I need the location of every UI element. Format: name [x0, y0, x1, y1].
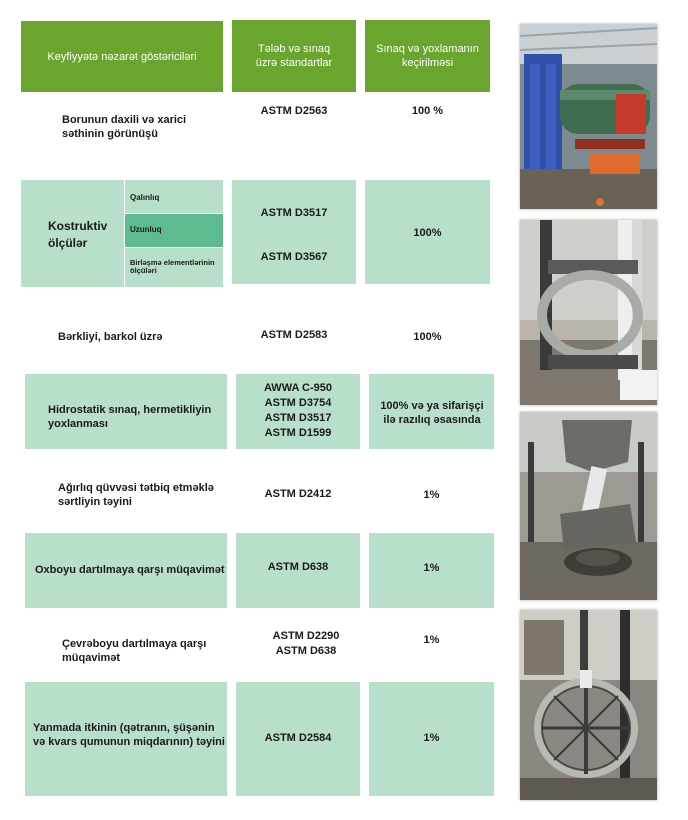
row7-percent: 1%	[423, 634, 440, 646]
row8-percent: 1%	[423, 732, 440, 744]
row6-standard: ASTM D638	[267, 561, 329, 573]
row8-indicator: Yanmada itkinin (qətranın, şüşənin və kvars qumunun miqdarının) təyini	[33, 722, 225, 748]
row2-standards-cell	[232, 180, 356, 284]
row2-percent: 100%	[413, 227, 442, 239]
row5-indicator: Ağırlıq qüvvəsi tətbiq etməklə sərtliyin təyini	[58, 482, 214, 508]
row7-standard-1: ASTM D2290	[272, 630, 340, 642]
row3-indicator: Bərkliyi, barkol üzrə	[58, 331, 163, 343]
header-testing	[365, 20, 490, 92]
row7-standards	[244, 629, 368, 659]
header-indicators	[21, 21, 223, 92]
ring-stiffness-test-photo	[520, 220, 657, 405]
header-testing-label: Sınaq və yoxlamanın keçirilməsi	[376, 43, 479, 69]
row4-standard-2: ASTM D3754	[264, 397, 332, 409]
header-standards-label: Tələb və sınaq üzrə standartlar	[255, 43, 333, 69]
row5-standard: ASTM D2412	[264, 488, 332, 500]
header-standards	[232, 20, 356, 92]
tensile-test-sample-photo	[520, 412, 657, 600]
row3-standard: ASTM D2583	[260, 329, 328, 341]
row2-standard-1: ASTM D3517	[260, 207, 328, 219]
row4-indicator: Hidrostatik sınaq, hermetikliyin yoxlanması	[48, 404, 212, 430]
row7-standard-2: ASTM D638	[275, 645, 337, 657]
row4-standard-3: ASTM D3517	[264, 412, 332, 424]
row2-sub-joints: Birləşmə elementlərinin ölçüləri	[130, 258, 215, 275]
row6-percent: 1%	[423, 562, 440, 574]
row8-standard: ASTM D2584	[264, 732, 332, 744]
row4-standard-4: ASTM D1599	[264, 427, 332, 439]
row4-standards	[236, 381, 360, 441]
row1-indicator: Borunun daxili və xarici səthinin görünüşü	[62, 114, 187, 140]
row2-sub-length: Uzunluq	[130, 225, 162, 234]
row2-indicator: Kostruktiv ölçülər	[48, 219, 108, 250]
row5-percent: 1%	[423, 489, 440, 501]
row1-standard: ASTM D2563	[260, 105, 328, 117]
row4-percent: 100% və ya sifarişçi ilə razılıq əsasında	[380, 400, 484, 426]
row7-indicator: Çevrəboyu dartılmaya qarşı müqavimət	[62, 638, 207, 664]
header-indicators-label: Keyfiyyətə nəzarət göstəriciləri	[47, 50, 197, 63]
row2-standard-2: ASTM D3567	[260, 251, 328, 263]
row4-standard-1: AWWA C-950	[263, 382, 333, 394]
row2-sub-thickness: Qalınlıq	[130, 193, 160, 202]
pipe-production-machine-photo	[520, 24, 657, 209]
row1-percent: 100 %	[411, 105, 444, 117]
row6-indicator: Oxboyu dartılmaya qarşı müqavimət	[35, 564, 225, 576]
hoop-tensile-test-photo	[520, 610, 657, 800]
row3-percent: 100%	[413, 331, 442, 343]
